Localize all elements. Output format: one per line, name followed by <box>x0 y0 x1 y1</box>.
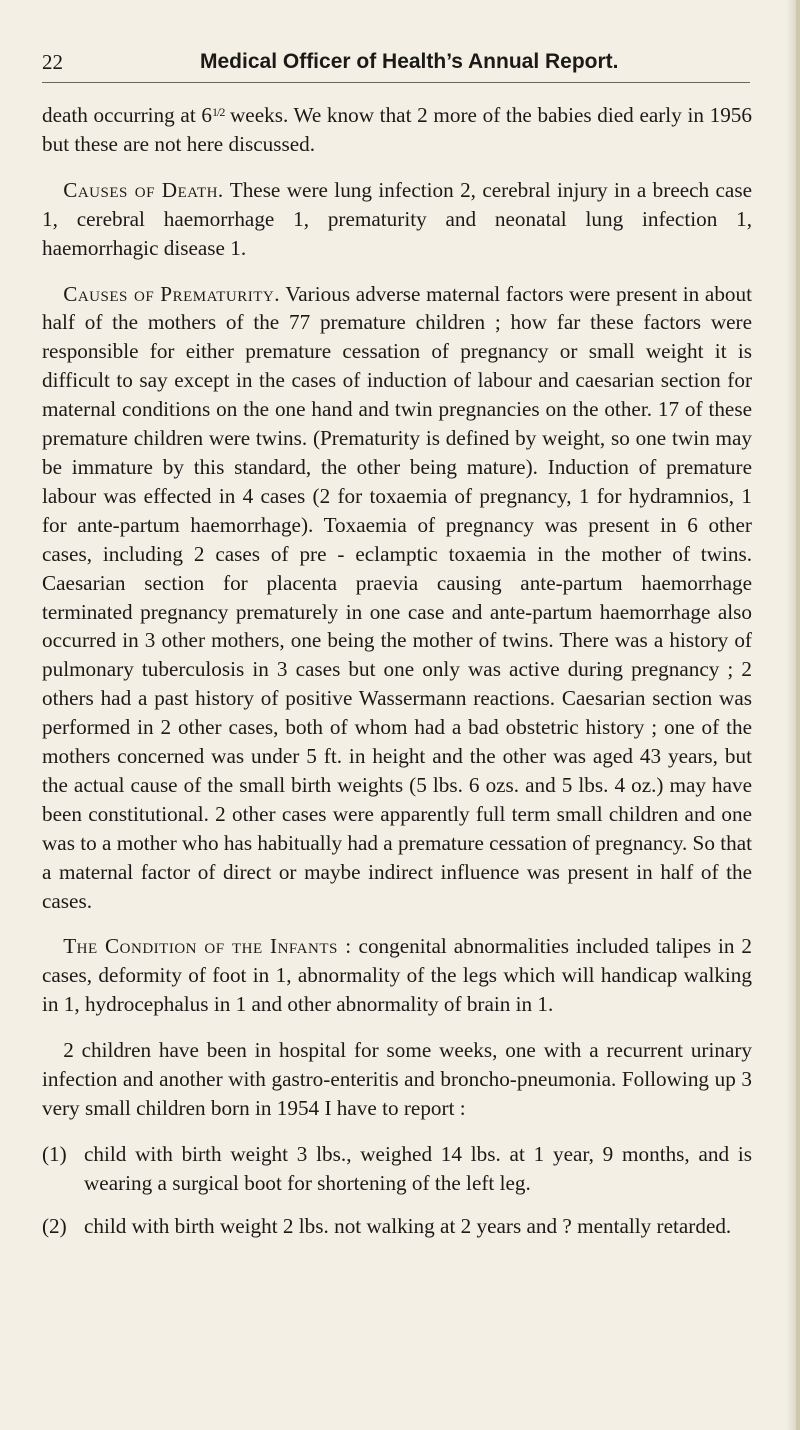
paragraph-hospital-followup: 2 children have been in hospital for some weeks, one with a recurrent urinary infection and another with gastro-enteritis and broncho-pneumonia. Following up 3 very small children born in 1954 I have to report : <box>42 1038 752 1120</box>
list-item: (2) child with birth weight 2 lbs. not walking at 2 years and ? mentally retarded. <box>42 1212 752 1241</box>
paragraph-causes-of-death: Causes of Death. These were lung infection 2, cerebral injury in a breech case 1, cerebral haemorrhage 1, prematurity and neonatal lung infection 1, haemorrhagic disease 1. <box>42 177 752 260</box>
section-heading: Causes of Death. <box>63 177 224 202</box>
section-heading: The Condition of the Infants : <box>63 934 352 959</box>
list-number: (1) <box>42 1141 67 1166</box>
body-text <box>42 98 752 1255</box>
page-number: 22 <box>42 50 63 74</box>
paragraph-condition-of-infants: The Condition of the Infants : congenital abnormalities included talipes in 2 cases, deformity of foot in 1, abnormality of the legs which will handicap walking in 1, hydrocephalus in 1 and other abnormality of brain in 1. <box>42 934 752 1017</box>
page-header <box>42 50 752 80</box>
list-item: (1) child with birth weight 3 lbs., weighed 14 lbs. at 1 year, 9 months, and is wearing a surgical boot for shortening of the left leg. <box>42 1141 752 1195</box>
running-title: Medical Officer of Health’s Annual Report. <box>200 50 619 73</box>
paragraph-causes-of-prematurity: Causes of Prematurity. Various adverse maternal factors were present in about half of the mothers of the 77 premature children ; how far these factors were responsible for either premature cessation of pregnancy or small weight it is difficult to say except in the cases of induction of labour and caesarian section for maternal conditions on the one hand and twin pregnancies on the other. 17 of these premature children were twins. (Prematurity is defined by weight, so one twin may be immature by this standard, the other being mature). Induction of premature labour was effected in 4 cases (2 for toxaemia of pregnancy, 1 for hydramnios, 1 for ante-partum haemorrhage). Toxaemia of pregnancy was present in 6 other cases, including 2 cases of pre - eclamptic toxaemia in the mother of twins. Caesarian section for placenta praevia causing ante-partum haemorrhage terminated pregnancy prematurely in one case and ante-partum haemorrhage also occurred in 3 other mothers, one being the mother of twins. There was a history of pulmonary tuberculosis in 3 cases but one only was active during pregnancy ; 2 others had a past history of positive Wassermann reactions. Caesarian section was performed in 2 other cases, both of whom had a bad obstetric history ; one of the mothers concerned was under 5 ft. in height and the other was aged 43 years, but the actual cause of the small birth weights (5 lbs. 6 ozs. and 5 lbs. 4 oz.) may have been constitutional. 2 other cases were apparently full term small children and one was to a mother who has habitually had a premature cessation of pregnancy. So that a maternal factor of direct or maybe indirect influence was present in half of the cases. <box>42 281 752 913</box>
followup-list <box>42 1140 752 1241</box>
section-heading: Causes of Prematurity. <box>63 281 281 306</box>
page-edge <box>796 0 800 1430</box>
header-rule <box>42 82 750 83</box>
list-number: (2) <box>42 1213 67 1238</box>
fraction-half: 1/2 <box>211 105 225 119</box>
paragraph-death-timing: death occurring at $6^{1/2}$ weeks. We know that 2 more of the babies died early in 1956 but these are not here discussed. <box>42 103 752 156</box>
